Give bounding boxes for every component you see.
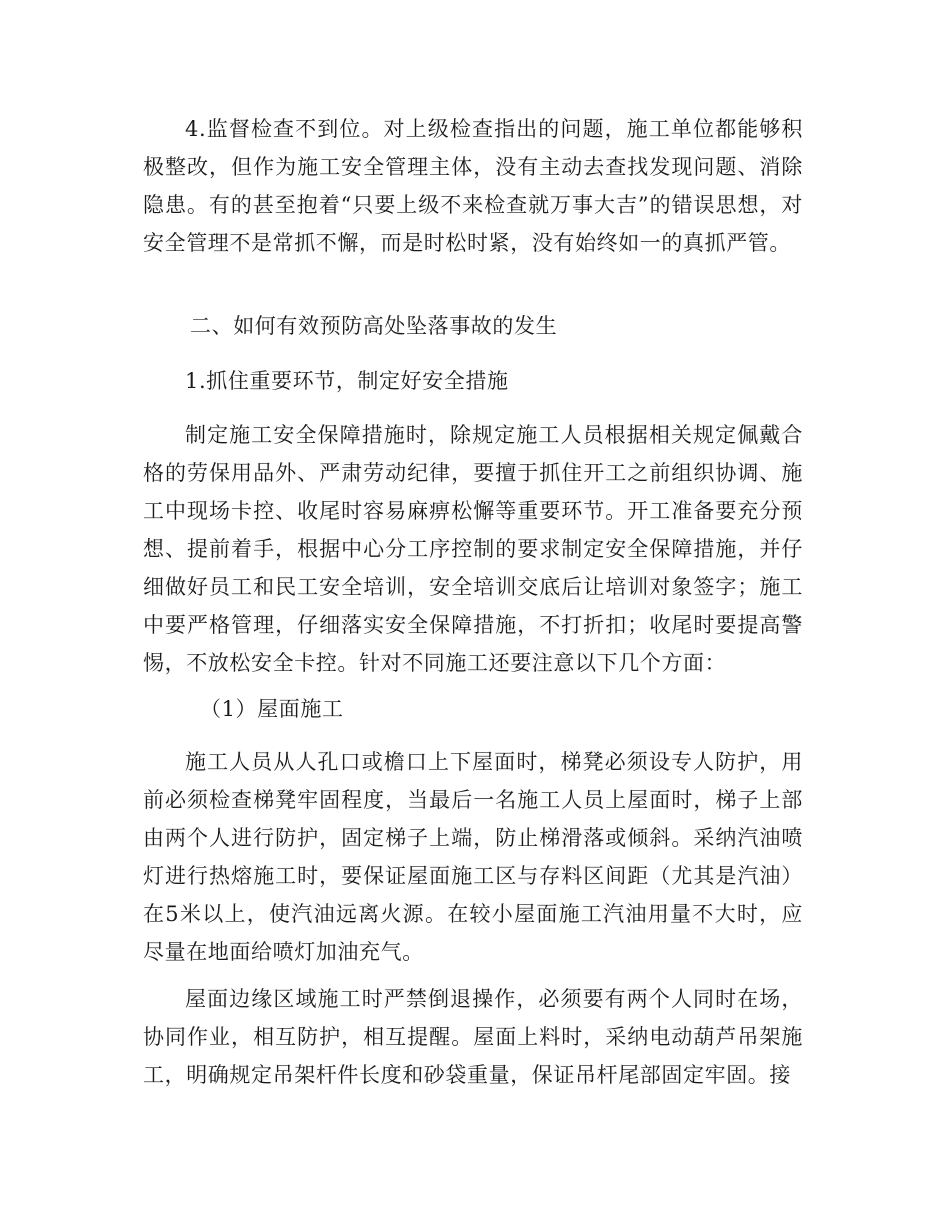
paragraph-roof-access: 施工人员从人孔口或檐口上下屋面时，梯凳必须设专人防护，用前必须检查梯凳牢固程度，当最后一名施工人员上屋面时，梯子上部由两个人进行防护，固定梯子上端，防止梯滑落或倾斜。采纳汽油喷灯进行热熔施工时，要保证屋面施工区与存料区间距（尤其是汽油）在5米以上，使汽油远离火源。在较小屋面施工汽油用量不大时，应尽量在地面给喷灯加油充气。 <box>143 750 803 964</box>
section-heading-prevention: 二、如何有效预防高处坠落事故的发生 <box>190 314 558 338</box>
paragraph-safety-measures: 制定施工安全保障措施时，除规定施工人员根据相关规定佩戴合格的劳保用品外、严肃劳动纪律，要擅于抓住开工之前组织协调、施工中现场卡控、收尾时容易麻痹松懈等重要环节。开工准备要充分预想、提前着手，根据中心分工序控制的要求制定安全保障措施，并仔细做好员工和民工安全培训，安全培训交底后让培训对象签字；施工中要严格管理，仔细落实安全保障措施，不打折扣；收尾时要提高警惕，不放松安全卡控。针对不同施工还要注意以下几个方面： <box>143 423 803 675</box>
subheading-key-links: 1.抓住重要环节，制定好安全措施 <box>185 369 509 393</box>
subheading-roof-construction: （1）屋面施工 <box>200 697 344 721</box>
paragraph-roof-edge: 屋面边缘区域施工时严禁倒退操作，必须要有两个人同时在场，协同作业，相互防护，相互提醒。屋面上料时，采纳电动葫芦吊架施工，明确规定吊架杆件长度和砂袋重量，保证吊杆尾部固定牢固。接 <box>143 987 803 1087</box>
paragraph-supervision: 4.监督检查不到位。对上级检查指出的问题，施工单位都能够积极整改，但作为施工安全管理主体，没有主动去查找发现问题、消除隐患。有的甚至抱着“只要上级不来检查就万事大吉”的错误思想，对安全管理不是常抓不懈，而是时松时紧，没有始终如一的真抓严管。 <box>143 117 803 255</box>
